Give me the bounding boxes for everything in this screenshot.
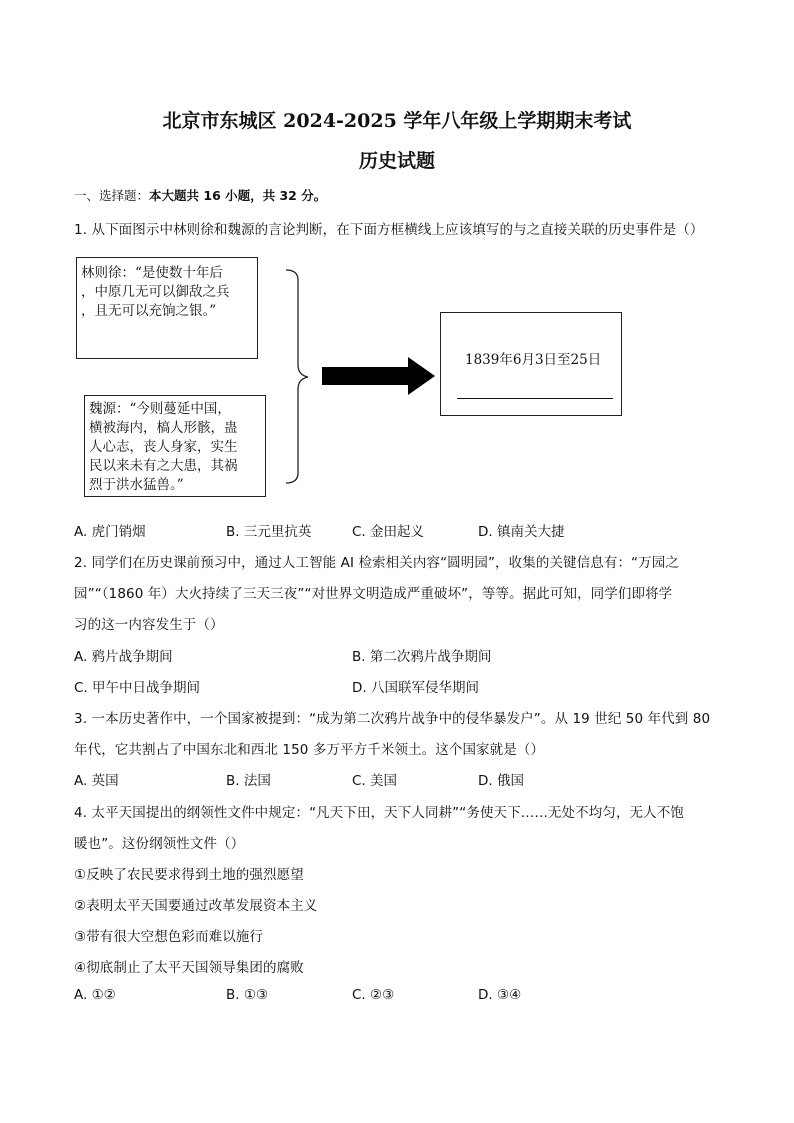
question-1-text: 1. 从下面图示中林则徐和魏源的言论判断，在下面方框横线上应该填写的与之直接关联的历史事件是（） (74, 222, 704, 238)
quote-line: 横被海内，槁人形骸，蛊 (89, 420, 238, 436)
q4-option-d[interactable]: D. ③④ (478, 987, 522, 1003)
quote-line: ，且无可以充饷之银。” (81, 303, 217, 319)
question-3-line-1: 3. 一本历史著作中，一个国家被提到：“成为第二次鸦片战争中的侵华暴发户”。从 19 世纪 50 年代到 80 (74, 711, 711, 727)
q2-option-c[interactable]: C. 甲午中日战争期间 (74, 680, 201, 696)
quote-line: 民以来未有之大患，其祸 (89, 458, 238, 474)
quote-lin-zexu (77, 258, 257, 321)
quote-box-lin-zexu (76, 257, 258, 359)
q3-option-d[interactable]: D. 俄国 (478, 773, 524, 789)
quote-line: 烈于洪水猛兽。” (89, 477, 184, 493)
q1-option-b[interactable]: B. 三元里抗英 (226, 524, 312, 540)
question-2-line-3: 习的这一内容发生于（） (74, 617, 224, 633)
quote-line: 林则徐：“是使数十年后 (81, 265, 223, 281)
section-heading (74, 186, 326, 204)
question-4-statement-1: ①反映了农民要求得到土地的强烈愿望 (74, 867, 304, 883)
question-2-line-1: 2. 同学们在历史课前预习中，通过人工智能 AI 检索相关内容“圆明园”，收集的关键信息有：“万园之 (74, 555, 679, 571)
quote-wei-yuan (85, 396, 265, 495)
q1-option-d[interactable]: D. 镇南关大捷 (478, 524, 565, 540)
question-4-line-2: 暖也”。这份纲领性文件（） (74, 836, 245, 852)
quote-line: ，中原几无可以御敌之兵 (81, 284, 230, 300)
quote-box-wei-yuan (84, 395, 266, 497)
answer-blank-line (457, 398, 613, 399)
brace-icon (286, 270, 308, 483)
q3-option-b[interactable]: B. 法国 (226, 773, 271, 789)
question-2-line-2: 园”“（1860 年）大火持续了三天三夜”“对世界文明造成严重破坏”，等等。据此可知，同学们即将学 (74, 586, 673, 602)
q3-option-c[interactable]: C. 美国 (352, 773, 398, 789)
q2-option-a[interactable]: A. 鸦片战争期间 (74, 649, 173, 665)
question-3-line-2: 年代，它共割占了中国东北和西北 150 多万平方千米领土。这个国家就是（） (74, 742, 545, 758)
q1-option-c[interactable]: C. 金田起义 (352, 524, 425, 540)
right-arrow-icon (322, 357, 435, 395)
q3-option-a[interactable]: A. 英国 (74, 773, 119, 789)
q1-option-a[interactable]: A. 虎门销烟 (74, 524, 146, 540)
q4-option-a[interactable]: A. ①② (74, 987, 116, 1003)
quote-line: 魏源：“今则蔓延中国， (89, 401, 231, 417)
answer-box-date: 1839年6月3日至25日 (465, 352, 602, 368)
exam-subtitle: 历史试题 (358, 150, 435, 172)
question-4-line-1: 4. 太平天国提出的纲领性文件中规定：“凡天下田，天下人同耕”“务使天下……无处不均匀，无人不饱 (74, 805, 684, 821)
quote-line: 人心志，丧人身家，实生 (89, 439, 238, 455)
exam-title: 北京市东城区 2024-2025 学年八年级上学期期末考试 (162, 110, 632, 132)
q2-option-d[interactable]: D. 八国联军侵华期间 (352, 680, 479, 696)
q2-option-b[interactable]: B. 第二次鸦片战争期间 (352, 649, 492, 665)
section-bold-text: 本大题共 16 小题，共 32 分。 (149, 188, 327, 203)
q4-option-c[interactable]: C. ②③ (352, 987, 395, 1003)
question-4-statement-2: ②表明太平天国要通过改革发展资本主义 (74, 898, 318, 914)
q4-option-b[interactable]: B. ①③ (226, 987, 269, 1003)
question-4-statement-3: ③带有很大空想色彩而难以施行 (74, 929, 264, 945)
brace-and-arrow-graphic (280, 265, 450, 490)
question-4-statement-4: ④彻底制止了太平天国领导集团的腐败 (74, 960, 304, 976)
answer-box (440, 312, 622, 416)
section-prefix: 一、选择题： (74, 188, 150, 203)
